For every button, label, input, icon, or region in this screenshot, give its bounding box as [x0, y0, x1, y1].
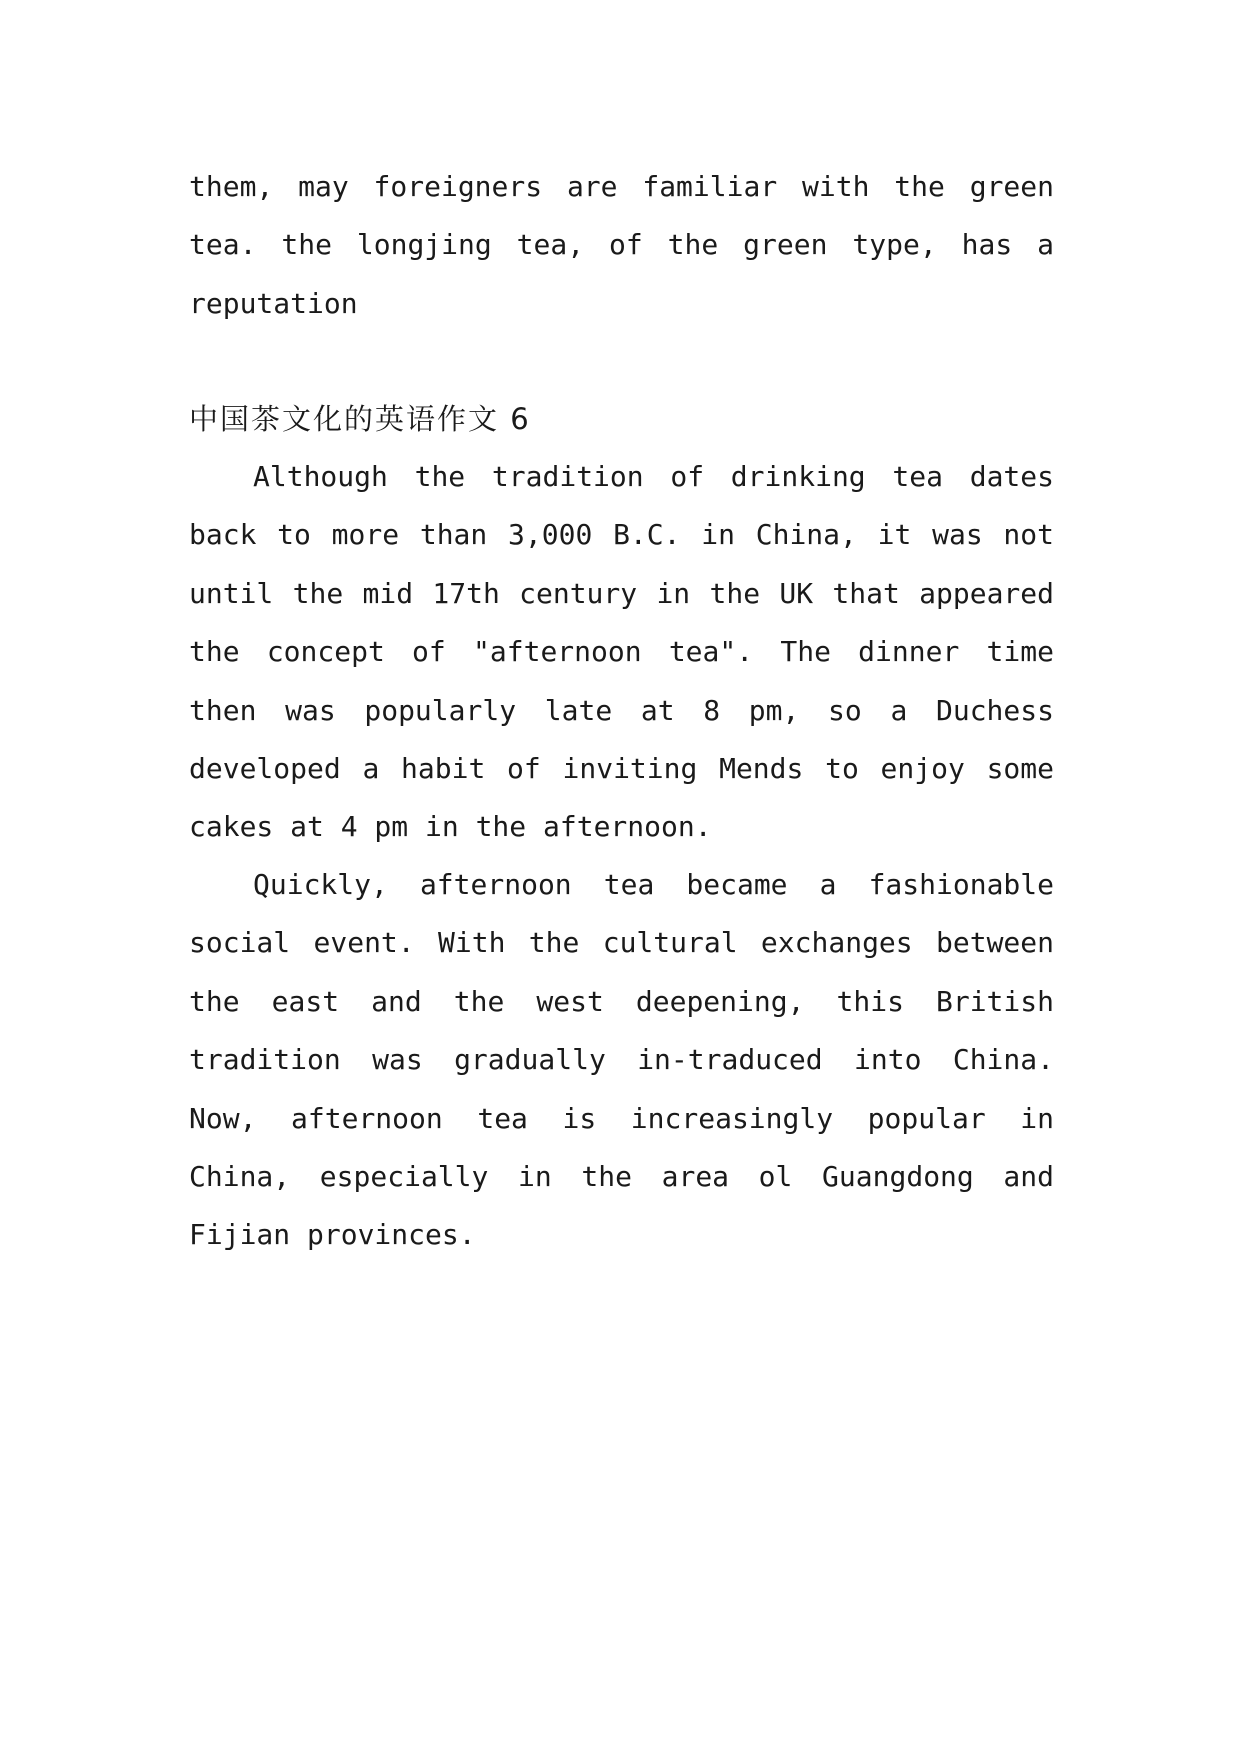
continued-paragraph: them, may foreigners are familiar with the green tea. the longjing tea, of the green type, has a reputation [189, 170, 1054, 320]
paragraph-afternoon-tea-china: Quickly, afternoon tea became a fashionable social event. With the cultural exchanges between the east and the west deepening, this British tradition was gradually in-traduced into China. Now, afternoon tea is increasingly popular in China, especially in the area ol Guangdong and Fijian provinces. [189, 868, 1054, 1252]
paragraph-afternoon-tea-origin: Although the tradition of drinking tea dates back to more than 3,000 B.C. in China, it was not until the mid 17th century in the UK that appeared the concept of "afternoon tea". The dinner time then was popularly late at 8 pm, so a Duchess developed a habit of inviting Mends to enjoy some cakes at 4 pm in the afternoon. [189, 460, 1054, 844]
section-heading: 中国茶文化的英语作文 6 [189, 402, 531, 436]
